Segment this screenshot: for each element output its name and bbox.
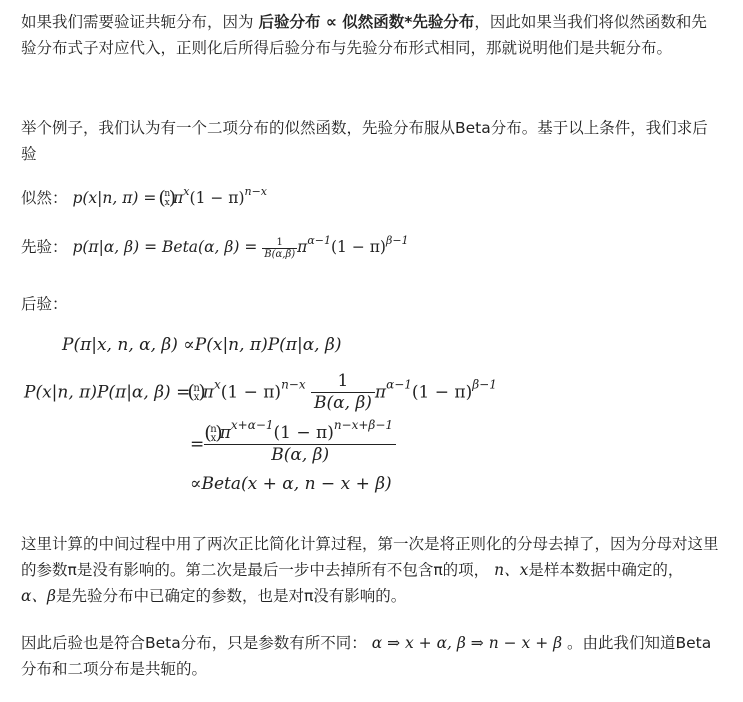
prior-exp-beta: β−1	[385, 234, 409, 247]
likelihood-one-minus-pi: (1 − π)	[189, 189, 245, 207]
likelihood-line	[21, 185, 721, 211]
derivation-row-3-denominator: B(α, β)	[271, 445, 330, 466]
prior-frac-den: B(α,β)	[264, 248, 296, 260]
intro-text-1: 如果我们需要验证共轭分布，因为	[21, 13, 259, 31]
conclusion-text-2: 。由此我们知道Beta分布和二项分布是共轭的。	[21, 634, 712, 678]
derivation-row-3-exp-1: x+α−1	[230, 418, 274, 432]
explanation-paragraph	[21, 531, 721, 609]
likelihood-lhs: p(x|n, π) =	[72, 189, 162, 207]
binom-bottom: x	[210, 432, 217, 444]
prior-lhs: p(π|α, β) = Beta(α, β) =	[72, 238, 263, 256]
derivation-row-2-exp-n-minus-x: n−x	[281, 377, 306, 392]
derivation-row-2-exp-beta: β−1	[472, 377, 497, 392]
derivation-row-3-numerator	[204, 418, 396, 445]
derivation-row-2-frac-num: 1	[311, 371, 375, 393]
derivation-row-2-one-minus-pi: (1 − π)	[220, 382, 282, 403]
derivation-row-3-equals: =	[190, 434, 205, 455]
explanation-text-2: 是样本数据中确定的，	[528, 561, 684, 579]
derivation-row-1-text: P(π|x, n, α, β) ∝P(x|n, π)P(π|α, β)	[62, 335, 342, 355]
derivation-row-2	[24, 371, 497, 415]
derivation-row-2-lhs: P(x|n, π)P(π|α, β) =	[24, 382, 191, 403]
explanation-math-alpha-beta: α、β	[21, 587, 56, 605]
prior-label: 先验：	[21, 238, 68, 256]
derivation-row-2-pi-2: π	[374, 382, 387, 403]
prior-formula	[72, 234, 409, 260]
likelihood-exp-x: x	[183, 185, 190, 198]
intro-text-2: ，因此如果当我们将似然函数和先验分布式子对应代入，正则化后所得后验分布与先验分布形式相同，那就说明他们是共轭分布。	[21, 13, 707, 57]
explanation-text-1: 这里计算的中间过程中用了两次正比简化计算过程，第一次是将正则化的分母去掉了，因为分母对这里的参数π是没有影响的。第二次是最后一步中去掉所有不包含π的项，	[21, 535, 719, 579]
derivation-row-3-one-minus-pi: (1 − π)	[273, 423, 334, 443]
derivation-row-3-exp-2: n−x+β−1	[333, 418, 394, 432]
derivation-row-3-pi: π	[219, 423, 231, 443]
conclusion-text-1: 因此后验也是符合Beta分布，只是参数有所不同：	[21, 634, 367, 652]
derivation-row-2-exp-x: x	[213, 377, 221, 392]
binom-top: ( n	[193, 382, 200, 394]
binom-bottom: x	[193, 391, 200, 403]
derivation-row-3-fraction	[204, 418, 396, 467]
posterior-derivation	[0, 333, 743, 503]
prior-frac-num: 1	[262, 237, 297, 249]
conclusion-math-params: α ⇒ x + α, β ⇒ n − x + β	[371, 634, 563, 652]
derivation-row-2-fraction	[311, 371, 375, 415]
prior-pi: π	[297, 238, 308, 256]
derivation-row-2-frac-den: B(α, β)	[314, 393, 372, 414]
derivation-row-4	[190, 474, 392, 494]
prior-line	[21, 234, 721, 260]
prior-one-minus-pi: (1 − π)	[330, 238, 386, 256]
derivation-row-2-binomial	[190, 384, 202, 402]
likelihood-exp-n-minus-x: n−x	[244, 185, 268, 198]
likelihood-label: 似然：	[21, 189, 68, 207]
binom-top: ( n	[164, 189, 171, 199]
derivation-row-3-binomial	[207, 425, 219, 443]
likelihood-pi: π	[173, 189, 184, 207]
intro-paragraph	[21, 9, 721, 61]
derivation-row-2-pi: π	[202, 382, 214, 403]
binom-bottom: x	[164, 198, 170, 208]
likelihood-binomial	[161, 190, 173, 208]
derivation-row-2-one-minus-pi-2: (1 − π)	[411, 382, 473, 403]
conclusion-paragraph	[21, 630, 721, 682]
binom-top: ( n	[210, 423, 217, 435]
derivation-row-1	[62, 335, 341, 355]
prior-exp-alpha: α−1	[307, 234, 331, 247]
prior-fraction	[262, 237, 297, 260]
derivation-row-3	[190, 418, 396, 467]
explanation-text-3: 是先验分布中已确定的参数，也是对π没有影响的。	[55, 587, 407, 605]
example-paragraph	[21, 115, 721, 167]
example-text: 举个例子，我们认为有一个二项分布的似然函数，先验分布服从Beta分布。基于以上条件，我们求后验	[21, 119, 708, 163]
intro-bold-formula: 后验分布 ∝ 似然函数*先验分布	[258, 13, 475, 31]
likelihood-formula	[72, 185, 268, 208]
derivation-row-2-exp-alpha: α−1	[386, 377, 412, 392]
posterior-label: 后验：	[21, 295, 68, 313]
derivation-row-4-text: ∝Beta(x + α, n − x + β)	[190, 474, 392, 494]
posterior-line	[21, 291, 721, 317]
explanation-math-n-x: n、x	[494, 561, 529, 579]
